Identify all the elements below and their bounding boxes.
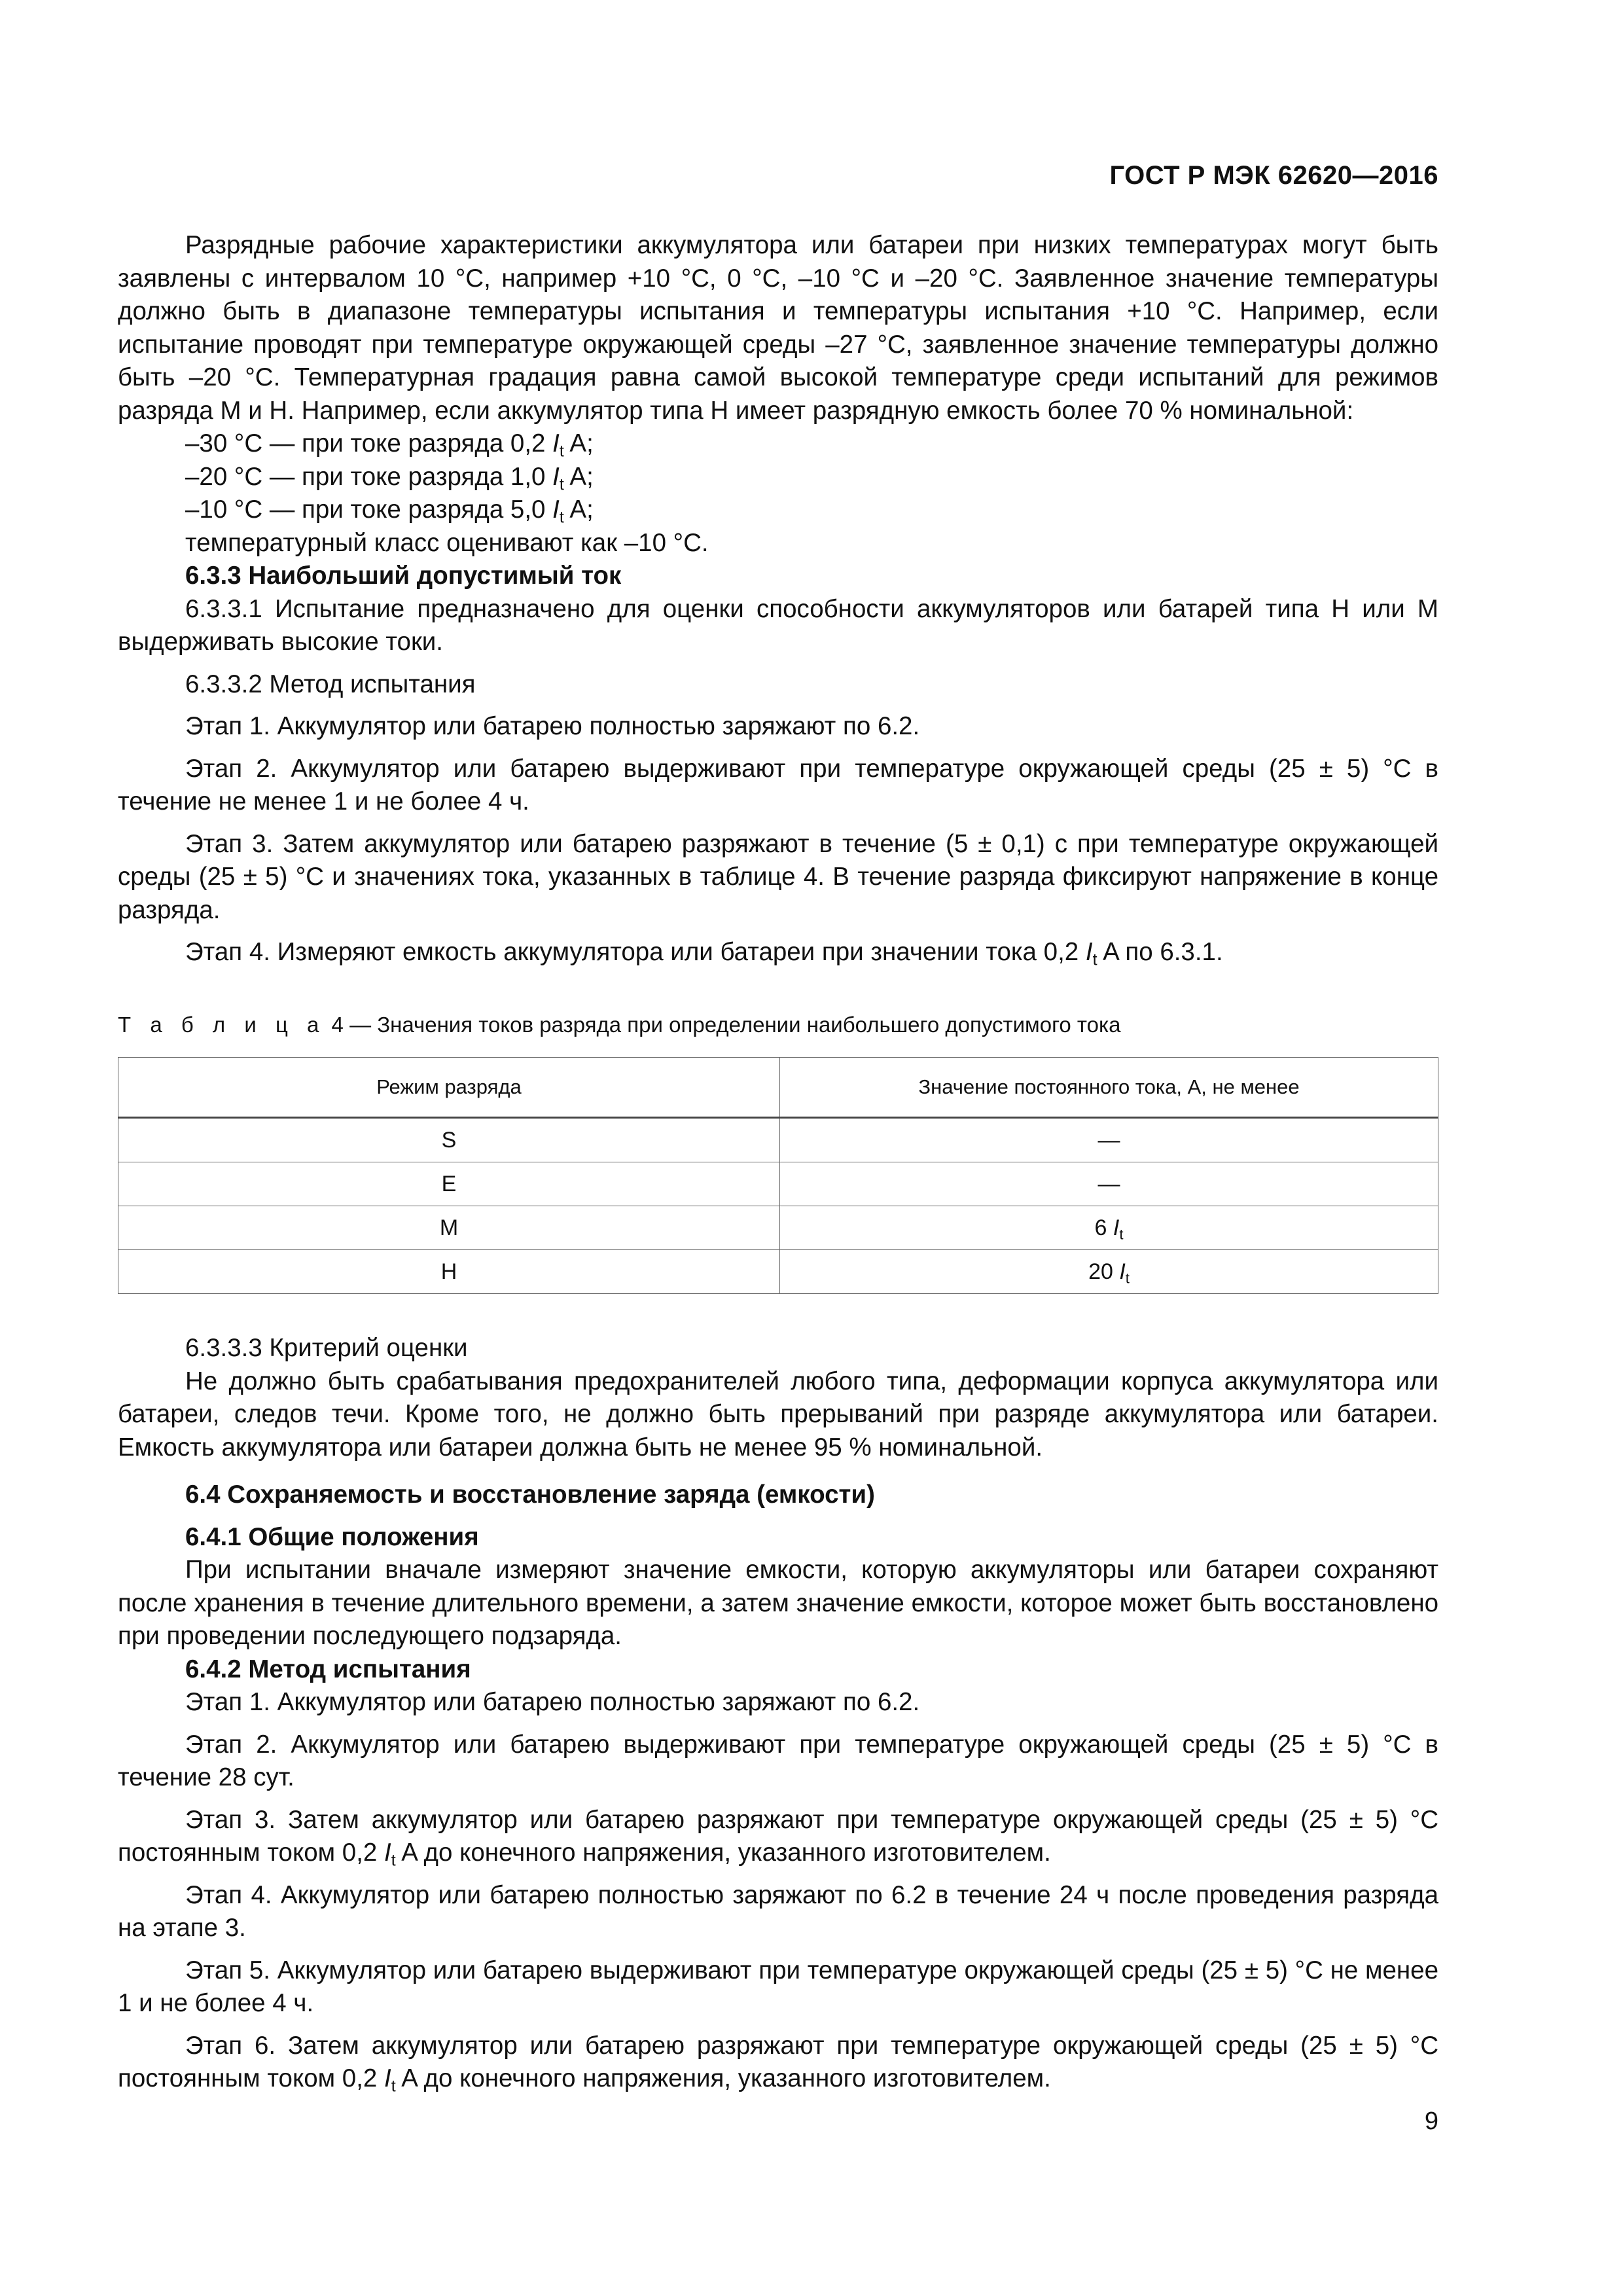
- table-cell-value: 20 $I_t$: [780, 1250, 1438, 1294]
- table-header-value: Значение постоянного тока, A, не менее: [780, 1058, 1438, 1118]
- table-cell-value: 6 $I_t$: [780, 1206, 1438, 1250]
- table-cell-value: —: [780, 1118, 1438, 1162]
- table-row: [118, 1162, 1438, 1206]
- stage-3: Этап 3. Затем аккумулятор или батарею разряжают в течение (5 ± 0,1) с при температуре окружающей среды (25 ± 5) °C и значениях тока, указанных в таблице 4. В течение разряда фиксируют напряжение в конце разряда.: [118, 829, 1438, 924]
- table-header-row: [118, 1058, 1438, 1118]
- paragraph-6-3-3-3: 6.3.3.3 Критерий оценки: [185, 1334, 468, 1362]
- paragraph-6-3-3-2: 6.3.3.2 Метод испытания: [185, 670, 476, 698]
- step-6: Этап 6. Затем аккумулятор или батарею разряжают при температуре окружающей среды (25 ± 5) °C постоянным током 0,2 $I_t$ A до конечного напряжения, указанного изготовителем.: [118, 2031, 1438, 2096]
- standard-id-header: ГОСТ Р МЭК 62620—2016: [1109, 161, 1438, 190]
- step-2: Этап 2. Аккумулятор или батарею выдерживают при температуре окружающей среды (25 ± 5) °C в течение 28 сут.: [118, 1730, 1438, 1791]
- table-row: [118, 1206, 1438, 1250]
- list-item-minus10: –10 °C — при токе разряда 5,0 $I_t$ A;: [185, 495, 594, 527]
- table-header-mode: Режим разряда: [118, 1058, 780, 1118]
- list-end: температурный класс оценивают как –10 °C.: [185, 528, 709, 557]
- step-3: Этап 3. Затем аккумулятор или батарею разряжают при температуре окружающей среды (25 ± 5) °C постоянным током 0,2 $I_t$ A до конечного напряжения, указанного изготовителем.: [118, 1805, 1438, 1870]
- list-item-minus20: –20 °C — при токе разряда 1,0 $I_t$ A;: [185, 462, 594, 493]
- page-number: 9: [1424, 2108, 1438, 2135]
- heading-6-4-2: 6.4.2 Метод испытания: [185, 1655, 471, 1683]
- step-4: Этап 4. Аккумулятор или батарею полностью заряжают по 6.2 в течение 24 ч после проведения разряда на этапе 3.: [118, 1880, 1438, 1942]
- table-row: [118, 1250, 1438, 1294]
- step-1: Этап 1. Аккумулятор или батарею полностью заряжают по 6.2.: [185, 1688, 920, 1716]
- paragraph-6-3-3-1: 6.3.3.1 Испытание предназначено для оценки способности аккумуляторов или батарей типа H или M выдерживать высокие токи.: [118, 594, 1438, 656]
- paragraph-6-4-1: При испытании вначале измеряют значение емкости, которую аккумуляторы или батареи сохраняют после хранения в течение длительного времени, а затем значение емкости, которое может быть восстановлено при проведении последующего подзаряда.: [118, 1556, 1438, 1650]
- stage-4: Этап 4. Измеряют емкость аккумулятора или батареи при значении тока 0,2 $I_t$ A по 6.3.1.: [185, 938, 1223, 969]
- heading-6-4-1: 6.4.1 Общие положения: [185, 1522, 479, 1551]
- discharge-current-table: [118, 1057, 1438, 1294]
- table-cell-mode: H: [118, 1250, 780, 1294]
- step-5: Этап 5. Аккумулятор или батарею выдерживают при температуре окружающей среды (25 ± 5) °C не менее 1 и не более 4 ч.: [118, 1956, 1438, 2017]
- table-cell-mode: S: [118, 1118, 780, 1162]
- table-caption: Т а б л и ц а 4 — Значения токов разряда при определении наибольшего допустимого тока: [118, 1012, 1121, 1037]
- heading-6-3-3: 6.3.3 Наибольший допустимый ток: [185, 562, 622, 590]
- paragraph-criteria-text: Не должно быть срабатывания предохранителей любого типа, деформации корпуса аккумулятора или батареи, следов течи. Кроме того, не должно быть прерываний при разряде аккумулятора или батареи. Емкость аккумулятора или батареи должна быть не менее 95 % номинальной.: [118, 1367, 1438, 1462]
- heading-6-4: 6.4 Сохраняемость и восстановление заряда (емкости): [185, 1480, 875, 1509]
- stage-1: Этап 1. Аккумулятор или батарею полностью заряжают по 6.2.: [185, 712, 920, 740]
- list-item-minus30: –30 °C — при токе разряда 0,2 $I_t$ A;: [185, 429, 594, 461]
- document-body: [118, 229, 1438, 2096]
- paragraph-low-temp: Разрядные рабочие характеристики аккумулятора или батареи при низких температурах могут быть заявлены с интервалом 10 °C, например +10 °C, 0 °C, –10 °C и –20 °C. Заявленное значение температуры должно быть в диапазоне температуры испытания и температуры испытания +10 °C. Например, если испытание проводят при температуре окружающей среды –27 °C, заявленное значение температуры должно быть –20 °C. Температурная градация равна самой высокой температуре среди испытаний для режимов разряда M и H. Например, если аккумулятор типа H имеет разрядную емкость более 70 % номинальной:: [118, 231, 1438, 425]
- table-row: [118, 1118, 1438, 1162]
- table-cell-mode: E: [118, 1162, 780, 1206]
- table-cell-mode: M: [118, 1206, 780, 1250]
- stage-2: Этап 2. Аккумулятор или батарею выдерживают при температуре окружающей среды (25 ± 5) °C в течение не менее 1 и не более 4 ч.: [118, 754, 1438, 816]
- table-cell-value: —: [780, 1162, 1438, 1206]
